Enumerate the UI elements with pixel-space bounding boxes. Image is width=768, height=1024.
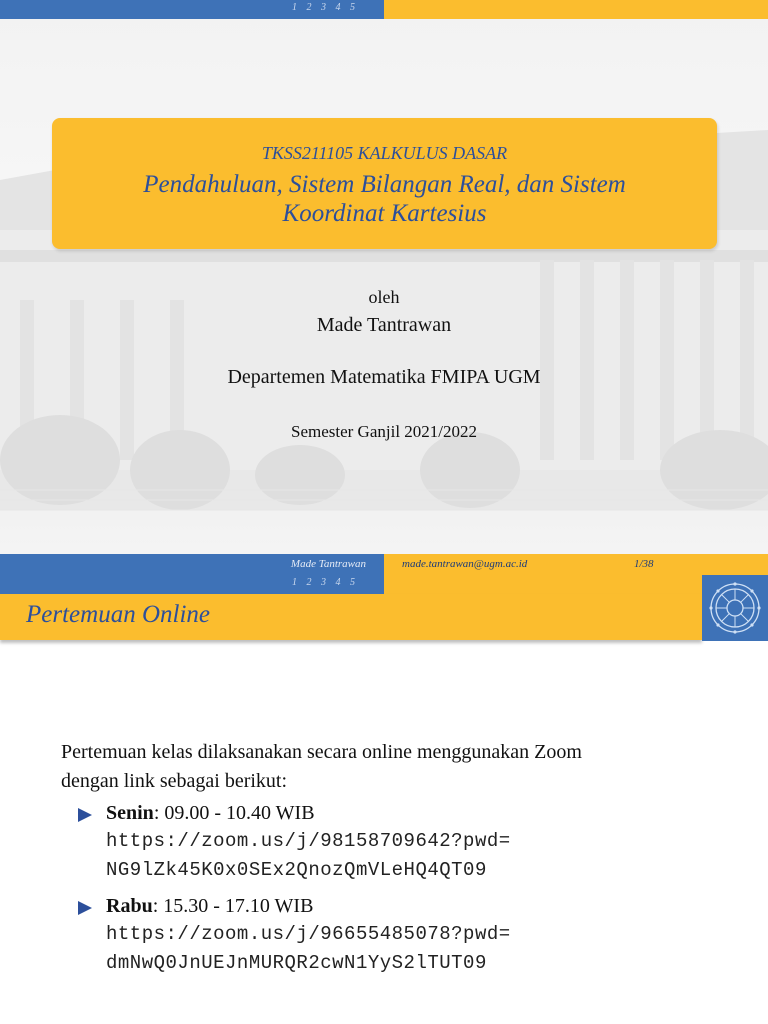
nav-blue-segment xyxy=(0,574,384,594)
bullet-triangle-icon xyxy=(78,901,92,915)
nav-section-1[interactable]: 1 xyxy=(292,577,297,588)
nav-section-5[interactable]: 5 xyxy=(350,2,355,13)
content-slide xyxy=(0,594,768,1024)
nav-section-3[interactable]: 3 xyxy=(321,577,326,588)
nav-blue-segment xyxy=(0,0,384,19)
intro-paragraph xyxy=(61,738,701,796)
title-box xyxy=(52,118,717,249)
footer-blue-segment xyxy=(0,554,384,574)
nav-section-4[interactable]: 4 xyxy=(335,2,341,13)
department-name: Departemen Matematika FMIPA UGM xyxy=(227,366,541,388)
zoom-link-line-1[interactable]: https://zoom.us/j/96655485078?pwd= xyxy=(106,923,511,945)
lecture-title-line-2: Koordinat Kartesius xyxy=(282,200,487,227)
nav-section-2[interactable]: 2 xyxy=(306,577,312,588)
zoom-link-line-2[interactable]: NG9lZk45K0x0SEx2QnozQmVLeHQ4QT09 xyxy=(106,859,487,881)
zoom-link-line-1[interactable]: https://zoom.us/j/98158709642?pwd= xyxy=(106,830,511,852)
meeting-time: : 15.30 - 17.10 WIB xyxy=(152,895,314,917)
footer-page-number: 1/38 xyxy=(634,558,654,570)
footer-author: Made Tantrawan xyxy=(290,558,366,570)
footer-email: made.tantrawan@ugm.ac.id xyxy=(402,558,528,570)
nav-section-1[interactable]: 1 xyxy=(292,2,297,13)
frame-title: Pertemuan Online xyxy=(26,601,210,628)
intro-line-1: Pertemuan kelas dilaksanakan secara online menggunakan Zoom xyxy=(61,741,582,763)
frame-title-bar xyxy=(0,594,702,640)
ugm-seal-icon xyxy=(702,575,768,641)
top-navigation-bar-slide-2 xyxy=(0,574,768,594)
slide-footer xyxy=(0,554,768,574)
section-navigation xyxy=(292,577,365,588)
course-code: TKSS211105 KALKULUS DASAR xyxy=(261,143,508,163)
nav-section-3[interactable]: 3 xyxy=(321,2,326,13)
section-navigation xyxy=(292,2,365,13)
meeting-day: Rabu xyxy=(106,895,153,917)
nav-section-4[interactable]: 4 xyxy=(335,577,341,588)
intro-line-2: dengan link sebagai berikut: xyxy=(61,770,288,792)
zoom-link-line-2[interactable]: dmNwQ0JnUEJnMURQR2cwN1YyS2lTUT09 xyxy=(106,952,487,974)
top-navigation-bar xyxy=(0,0,768,19)
nav-gold-segment xyxy=(384,0,768,19)
nav-section-2[interactable]: 2 xyxy=(306,2,312,13)
by-label: oleh xyxy=(368,287,400,307)
bullet-triangle-icon xyxy=(78,808,92,822)
semester-label: Semester Ganjil 2021/2022 xyxy=(290,422,478,441)
ugm-logo xyxy=(702,575,768,641)
author-name: Made Tantrawan xyxy=(316,314,452,336)
meeting-time: : 09.00 - 10.40 WIB xyxy=(153,802,315,824)
nav-section-5[interactable]: 5 xyxy=(350,577,355,588)
footer-gold-segment xyxy=(384,554,768,574)
meeting-day: Senin xyxy=(106,802,154,824)
lecture-title-line-1: Pendahuluan, Sistem Bilangan Real, dan Sistem xyxy=(143,171,626,198)
